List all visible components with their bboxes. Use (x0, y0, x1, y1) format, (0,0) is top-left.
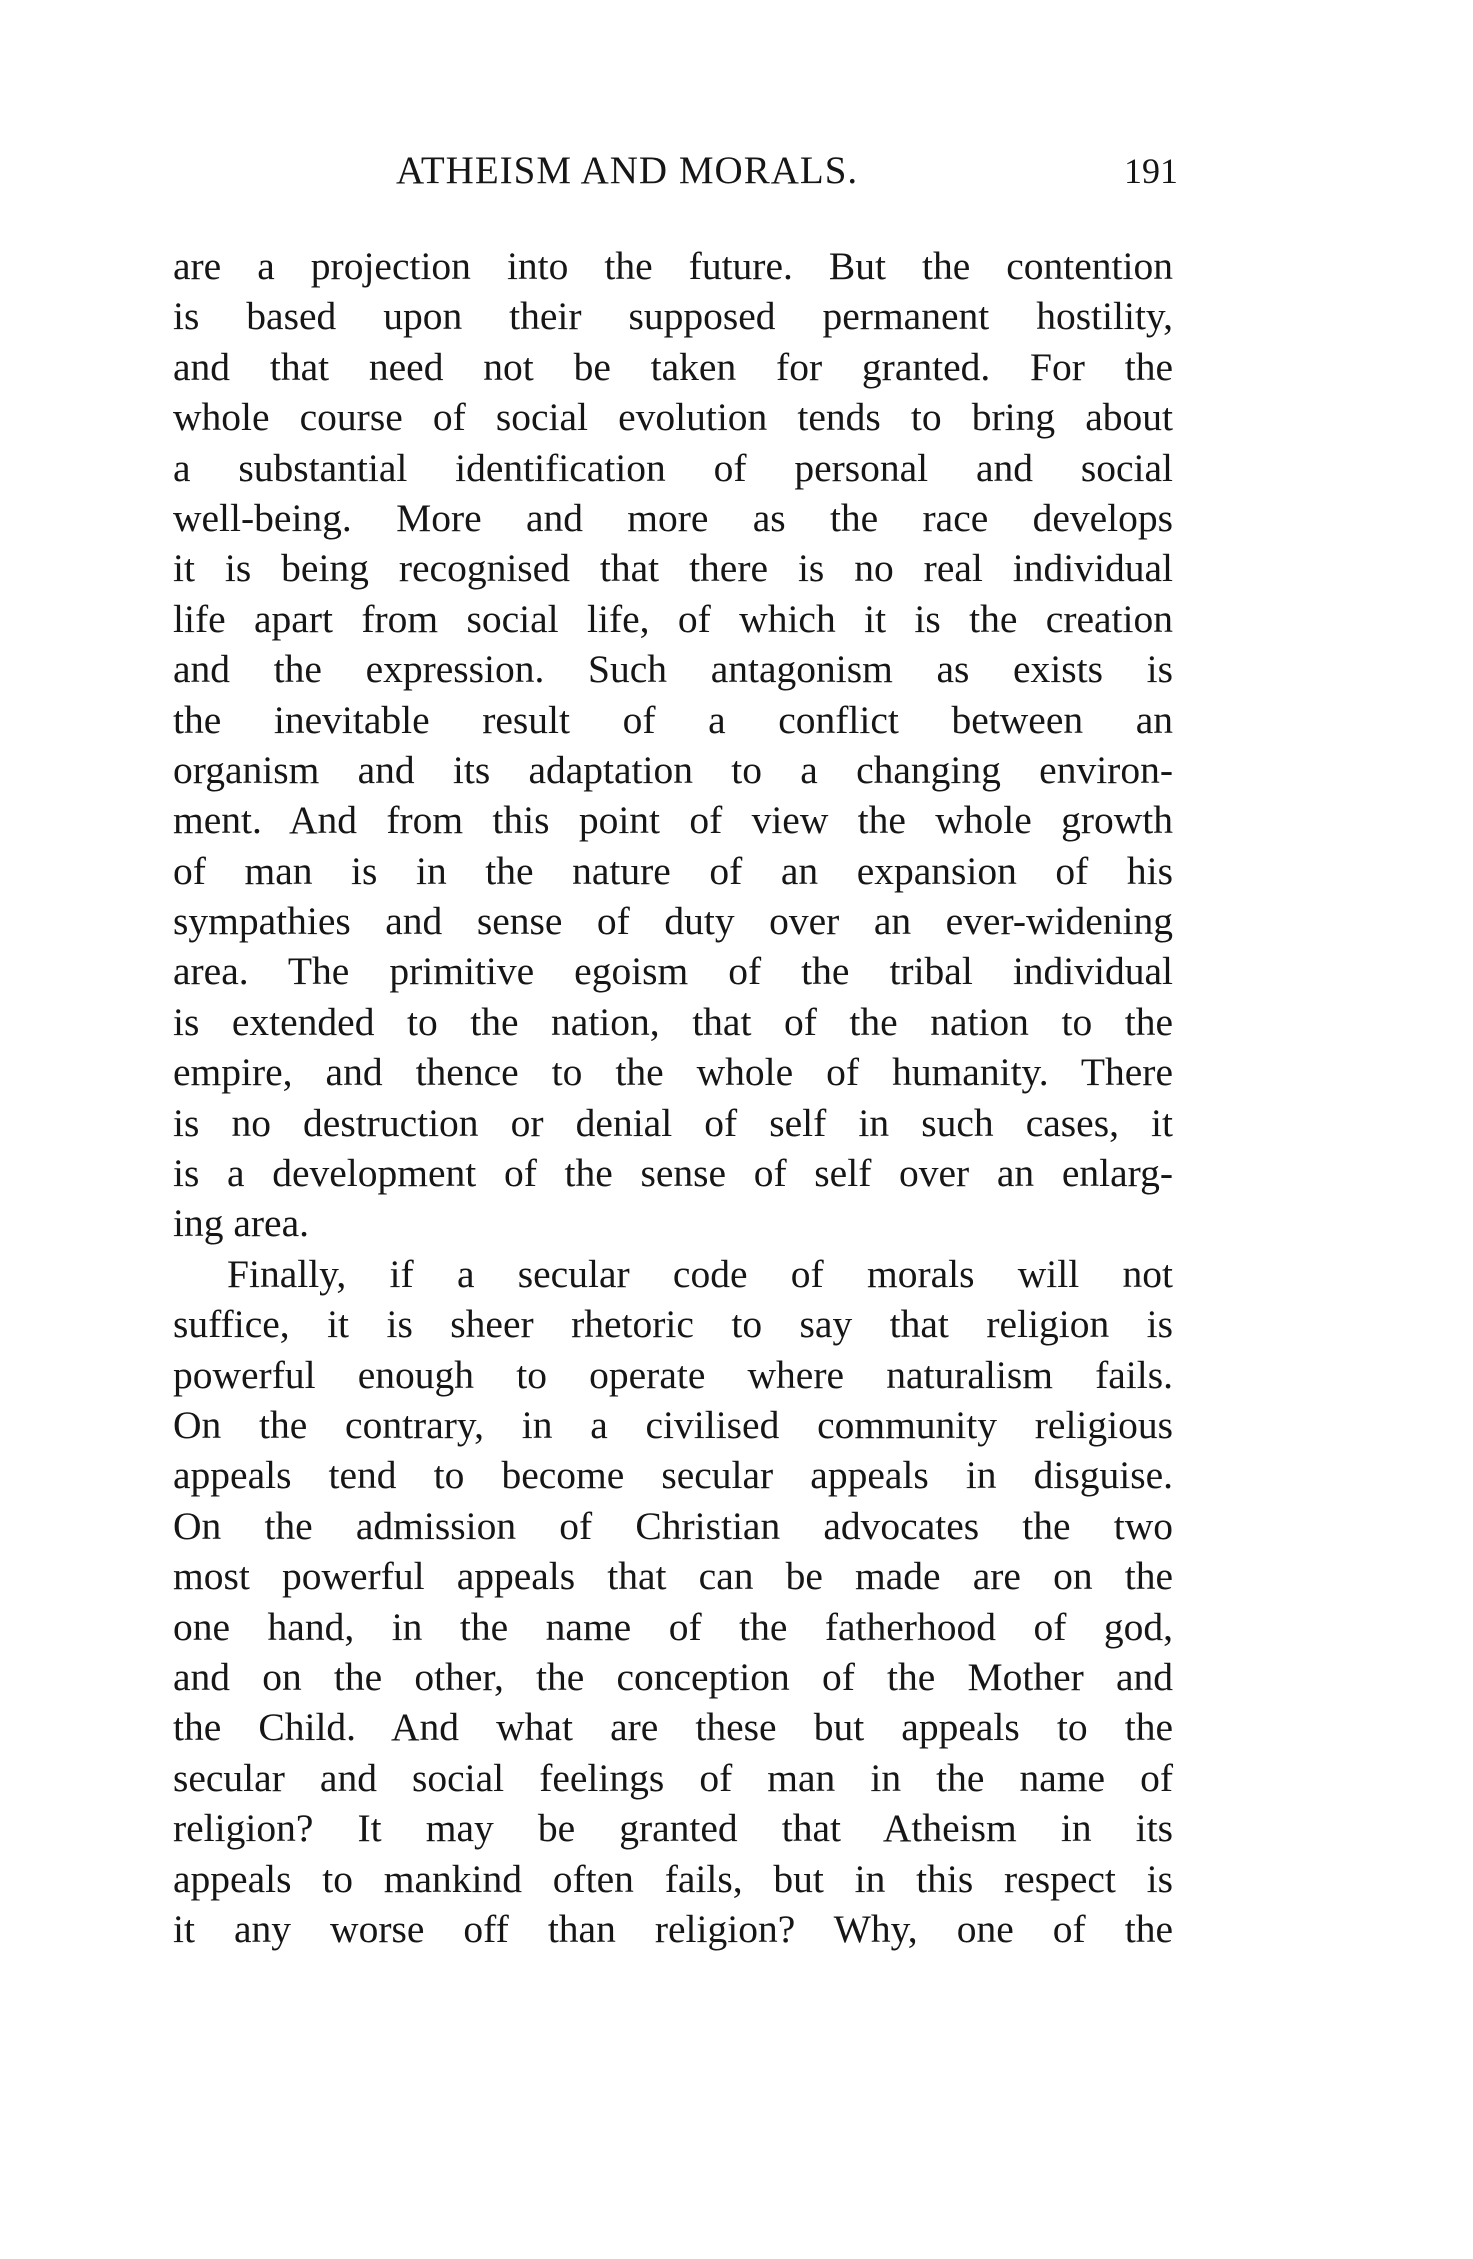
running-head (0, 148, 1473, 198)
text-line: the Child. And what are these but appeals to the (173, 1705, 1173, 1750)
text-line: ment. And from this point of view the whole growth (173, 798, 1173, 843)
text-line: secular and social feelings of man in the name of (173, 1755, 1173, 1800)
text-line: On the contrary, in a civilised community religious (173, 1402, 1173, 1447)
text-line: most powerful appeals that can be made are on the (173, 1554, 1173, 1599)
text-line: and on the other, the conception of the Mother and (173, 1654, 1173, 1699)
text-line: On the admission of Christian advocates the two (173, 1503, 1173, 1548)
text-line: powerful enough to operate where naturalism fails. (173, 1352, 1173, 1397)
text-line: it any worse off than religion? Why, one of the (173, 1906, 1173, 1951)
text-line: is no destruction or denial of self in such cases, it (173, 1100, 1173, 1145)
text-line: religion? It may be granted that Atheism in its (173, 1806, 1173, 1851)
paragraph-start-line: Finally, if a secular code of morals will not (227, 1251, 1173, 1296)
text-line: it is being recognised that there is no real individual (173, 546, 1173, 591)
text-line: the inevitable result of a conflict between an (173, 697, 1173, 742)
text-line: are a projection into the future. But the contention (173, 244, 1173, 288)
text-line: one hand, in the name of the fatherhood of god, (173, 1604, 1173, 1649)
text-line: empire, and thence to the whole of humanity. There (173, 1050, 1173, 1095)
body-text (173, 241, 1173, 1954)
page-number: 191 (1124, 151, 1178, 191)
text-line: sympathies and sense of duty over an ever-widening (173, 899, 1173, 944)
paragraph-end-line: ing area. (173, 1201, 309, 1246)
text-line: is based upon their supposed permanent hostility, (173, 294, 1173, 339)
text-line: area. The primitive egoism of the tribal individual (173, 949, 1173, 994)
text-line: and the expression. Such antagonism as exists is (173, 647, 1173, 692)
text-line: whole course of social evolution tends to bring about (173, 395, 1173, 440)
running-title: ATHEISM AND MORALS. (396, 149, 859, 192)
text-line: organism and its adaptation to a changing environ- (173, 747, 1173, 792)
text-line: a substantial identification of personal and social (173, 445, 1173, 490)
text-line: is a development of the sense of self over an enlarg- (173, 1151, 1173, 1196)
text-line: of man is in the nature of an expansion of his (173, 848, 1173, 893)
text-line: appeals to mankind often fails, but in this respect is (173, 1856, 1173, 1901)
text-line: well-being. More and more as the race develops (173, 495, 1173, 540)
text-line: suffice, it is sheer rhetoric to say that religion is (173, 1302, 1173, 1347)
text-line: and that need not be taken for granted. For the (173, 344, 1173, 389)
text-line: appeals tend to become secular appeals in disguise. (173, 1453, 1173, 1498)
text-line: is extended to the nation, that of the nation to the (173, 999, 1173, 1044)
text-line: life apart from social life, of which it is the creation (173, 596, 1173, 641)
